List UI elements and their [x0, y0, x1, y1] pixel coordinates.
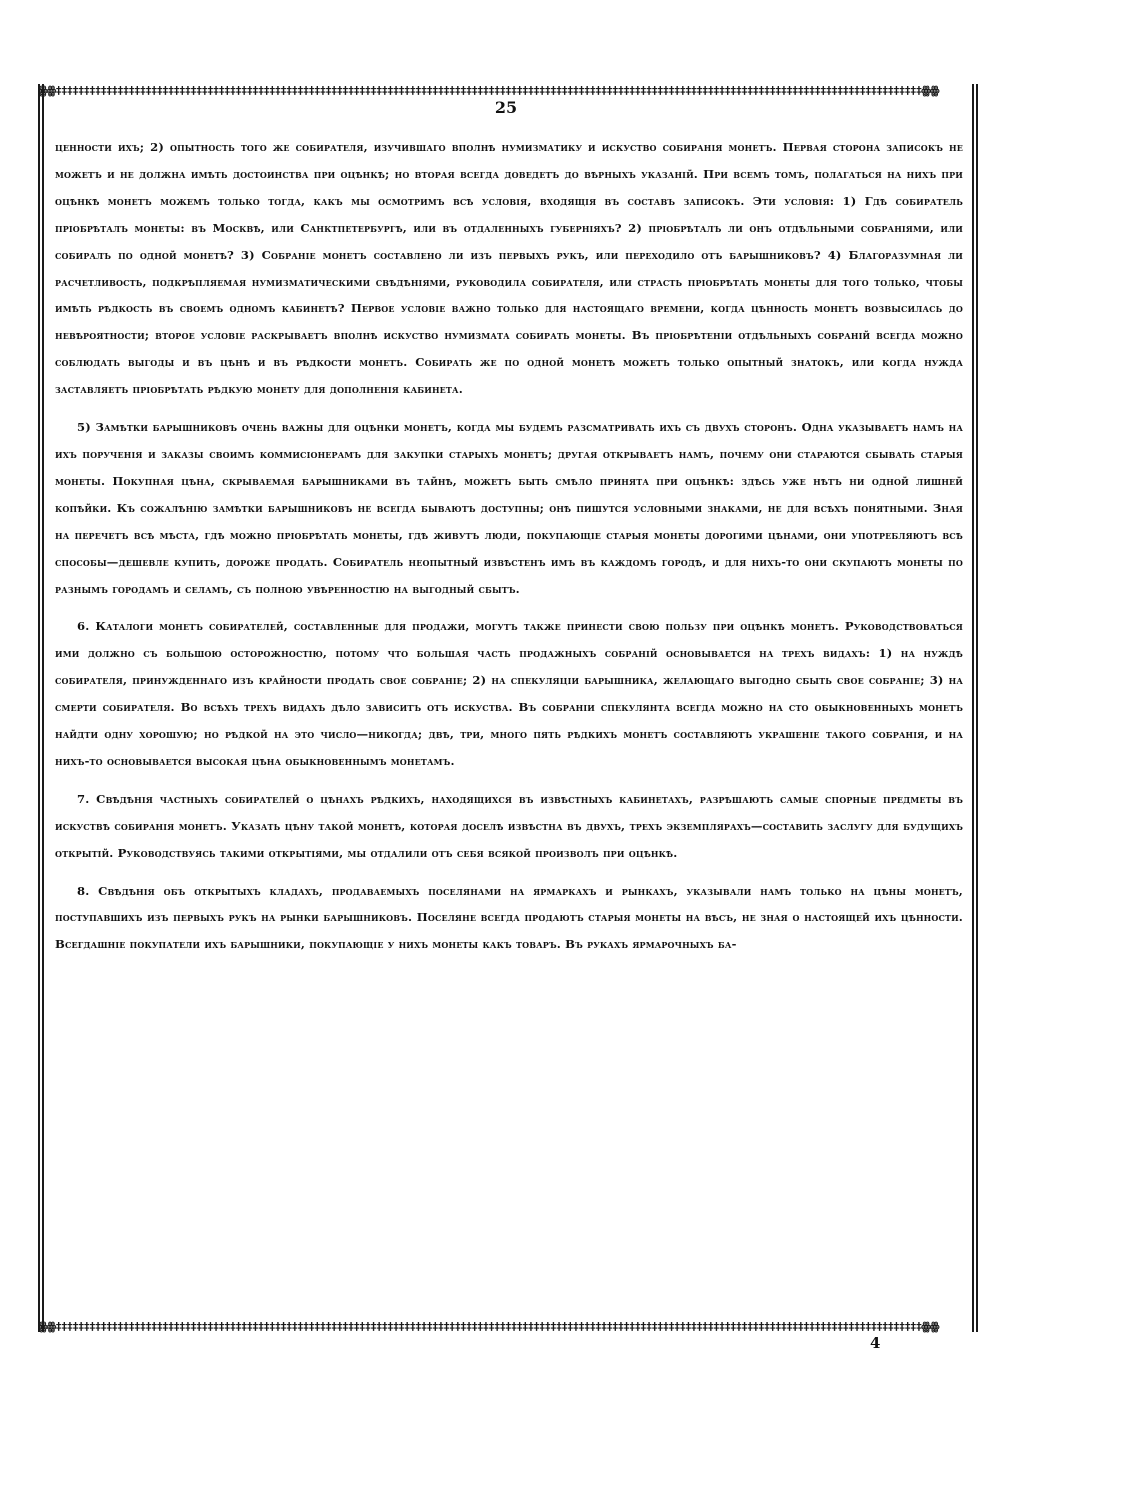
page-number: 25 — [494, 98, 518, 117]
body-text — [55, 134, 963, 958]
top-ornament-border: ꙮꙮ‡‡‡‡‡‡‡‡‡‡‡‡‡‡‡‡‡‡‡‡‡‡‡‡‡‡‡‡‡‡‡‡‡‡‡‡‡‡‡‡‡‡‡‡‡‡‡‡‡‡‡‡‡‡‡‡‡‡‡‡‡‡‡‡‡‡‡‡‡‡‡‡‡‡‡‡‡‡‡‡‡‡‡‡‡‡‡‡‡‡‡‡‡‡‡‡‡‡‡‡‡‡‡‡‡‡‡‡‡‡‡‡‡‡‡‡‡‡‡‡‡‡‡‡‡‡‡‡‡‡‡‡‡‡‡‡‡‡‡‡‡‡‡‡‡‡‡‡‡‡‡‡‡‡ꙮꙮ — [38, 84, 939, 97]
paragraph-5: 5) Замѣтки барышниковъ очень важны для оцѣнки монетъ, когда мы будемъ разсматривать ихъ съ двухъ сторонъ. Одна указываетъ намъ на ихъ порученія и заказы своимъ коммисіонерамъ для закупки старыхъ монетъ; другая открываетъ намъ, почему они стараются сбывать старыя монеты. Покупная цѣна, скрываемая барышниками въ тайнѣ, можетъ быть смѣло принята при оцѣнкѣ: здѣсь уже нѣтъ ни одной лишней копѣйки. Къ сожалѣнію замѣтки барышниковъ не всегда бываютъ доступны; онѣ пишутся условными знаками, не для всѣхъ понятными. Зная на перечетъ всѣ мѣста, гдѣ можно пріобрѣтать монеты, гдѣ живутъ люди, покупающіе старыя монеты дорогими цѣнами, они употребляютъ всѣ способы—дешевле купить, дороже продать. Собиратель неопытный извѣстенъ имъ въ каждомъ городѣ, и для нихъ-то они скупаютъ монеты по разнымъ городамъ и селамъ, съ полною увѣренностію на выгодный сбытъ. — [55, 420, 964, 596]
paragraph-8: 8. Свѣдѣнія объ открытыхъ кладахъ, продаваемыхъ поселянами на ярмаркахъ и рынкахъ, указывали намъ только на цѣны монетъ, поступавшихъ изъ первыхъ рукъ на рынки барышниковъ. Поселяне всегда продаютъ старыя монеты на вѣсъ, не зная о настоящей ихъ цѣнности. Всегдашніе покупатели ихъ барышники, покупающіе у нихъ монеты какъ товаръ. Въ рукахъ ярмарочныхъ ба- — [55, 883, 963, 952]
paragraph-7: 7. Свѣдѣнія частныхъ собирателей о цѣнахъ рѣдкихъ, находящихся въ извѣстныхъ кабинетахъ, разрѣшаютъ самые спорные предметы въ искуствѣ собиранія монетъ. Указать цѣну такой монетѣ, которая доселѣ извѣстна въ двухъ, трехъ экземплярахъ—составить заслугу для будущихъ открытій. Руководствуясь такими открытіями, мы отдалили отъ себя всякой произволъ при оцѣнкѣ. — [55, 791, 963, 860]
paragraph-1: ценности ихъ; 2) опытность того же собирателя, изучившаго вполнѣ нумизматику и искуство собиранія монетъ. Первая сторона записокъ не можетъ и не должна имѣть достоинства при оцѣнкѣ; но вторая всегда доведетъ до вѣрныхъ указаній. При всемъ томъ, полагаться на нихъ при оцѣнкѣ монетъ можемъ только тогда, какъ мы осмотримъ всѣ условія, входящія въ составъ записокъ. Эти условія: 1) Гдѣ собиратель пріобрѣталъ монеты: въ Москвѣ, или Санктпетербургѣ, или въ отдаленныхъ губерніяхъ? 2) пріобрѣталъ ли онъ отдѣльными собраніями, или собиралъ по одной монетѣ? 3) Собраніе монетъ составлено ли изъ первыхъ рукъ, или переходило отъ барышниковъ? 4) Благоразумная ли расчетливость, подкрѣпляемая нумизматическими свѣдѣніями, руководила собирателя, или страсть пріобрѣтать монеты для того только, чтобы имѣть рѣдкость въ своемъ одномъ кабинетѣ? Первое условіе важно только для настоящаго времени, когда цѣнность монетъ возвысилась до невѣроятности; второе условіе раскрываетъ вполнѣ искуство нумизмата собирать монеты. Въ пріобрѣтеніи отдѣльныхъ собраній всегда можно соблюдать выгоды и въ цѣнѣ и въ рѣдкости монетъ. Собирать же по одной монетѣ можетъ только опытный знатокъ, или когда нужда заставляетъ пріобрѣтать рѣдкую монету для дополненія кабинета. — [55, 140, 963, 397]
paragraph-6: 6. Каталоги монетъ собирателей, составленные для продажи, могутъ также принести свою пользу при оцѣнкѣ монетъ. Руководствоваться ими должно съ большою осторожностію, потому что большая часть продажныхъ собраній основывается на трехъ видахъ: 1) на нуждѣ собирателя, принужденнаго изъ крайности продать свое собраніе; 2) на спекуляціи барышника, желающаго выгодно сбыть свое собраніе; 3) на смерти собирателя. Во всѣхъ трехъ видахъ дѣло зависитъ отъ искуства. Въ собраніи спекулянта всегда можно на сто обыкновенныхъ монетъ найдти одну хорошую; но рѣдкой на это число—никогда; двѣ, три, много пять рѣдкихъ монетъ составляютъ украшеніе такого собранія, и на нихъ-то основывается высокая цѣна обыкновеннымъ монетамъ. — [55, 619, 963, 768]
bottom-ornament-border: ꙮꙮ‡‡‡‡‡‡‡‡‡‡‡‡‡‡‡‡‡‡‡‡‡‡‡‡‡‡‡‡‡‡‡‡‡‡‡‡‡‡‡‡‡‡‡‡‡‡‡‡‡‡‡‡‡‡‡‡‡‡‡‡‡‡‡‡‡‡‡‡‡‡‡‡‡‡‡‡‡‡‡‡‡‡‡‡‡‡‡‡‡‡‡‡‡‡‡‡‡‡‡‡‡‡‡‡‡‡‡‡‡‡‡‡‡‡‡‡‡‡‡‡‡‡‡‡‡‡‡‡‡‡‡‡‡‡‡‡‡‡‡‡‡‡‡‡‡‡‡‡‡‡‡‡‡‡ꙮꙮ — [38, 1320, 939, 1333]
signature-mark: 4 — [870, 1334, 881, 1352]
